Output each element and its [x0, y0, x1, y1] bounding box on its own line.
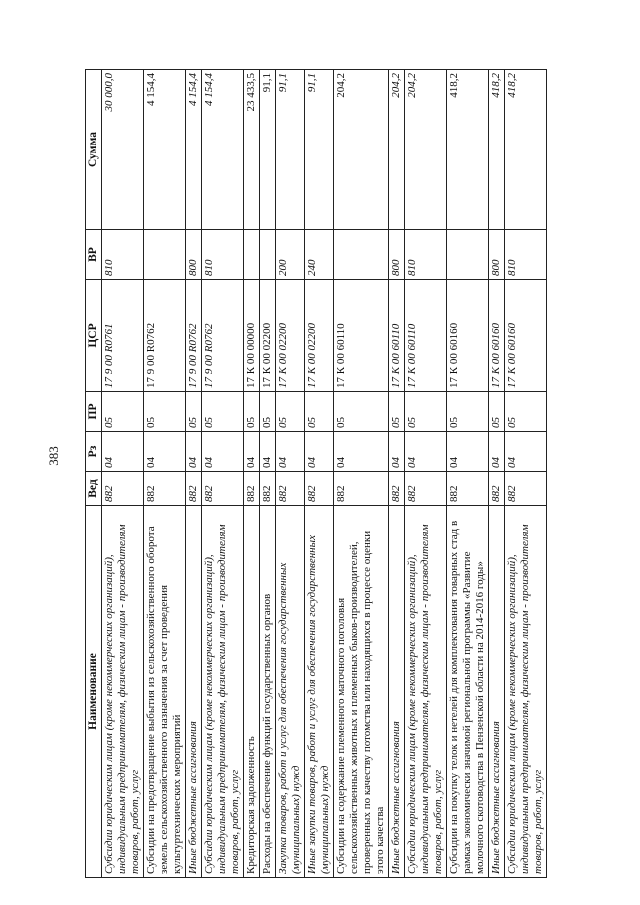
cell-name: Субсидии юридическим лицам (кроме некоммерческих организаций), индивидуальным предпринимателям, физическим лицам - производителям товаров, работ, услуг [405, 506, 447, 878]
budget-table [85, 69, 547, 878]
cell-sum: 23 433,5 [244, 70, 260, 230]
cell-vr: 200 [276, 230, 305, 280]
table-header-row [86, 70, 102, 878]
header-pr: ПР [86, 392, 102, 432]
cell-sum: 91,1 [260, 70, 276, 230]
cell-csr: 17 К 00 60160 [505, 280, 547, 392]
cell-ved: 882 [489, 472, 505, 506]
cell-ved: 882 [260, 472, 276, 506]
cell-csr: 17 К 00 60110 [405, 280, 447, 392]
cell-pr: 05 [102, 392, 144, 432]
cell-vr [244, 230, 260, 280]
cell-vr [334, 230, 389, 280]
cell-pr: 05 [144, 392, 186, 432]
cell-ved: 882 [186, 472, 202, 506]
rotated-table-wrapper [85, 70, 603, 878]
header-vr: ВР [86, 230, 102, 280]
cell-csr: 17 9 00 R0762 [186, 280, 202, 392]
cell-sum: 4 154,4 [144, 70, 186, 230]
table-row [447, 70, 489, 878]
cell-name: Закупка товаров, работ и услуг для обеспечения государственных (муниципальных) нужд [276, 506, 305, 878]
cell-sum: 4 154,4 [202, 70, 244, 230]
cell-rz: 04 [276, 432, 305, 472]
table-row [202, 70, 244, 878]
cell-pr: 05 [276, 392, 305, 432]
cell-rz: 04 [405, 432, 447, 472]
cell-name: Субсидии юридическим лицам (кроме некоммерческих организаций), индивидуальным предпринимателям, физическим лицам - производителям товаров, работ, услуг [102, 506, 144, 878]
table-row [102, 70, 144, 878]
cell-name: Иные бюджетные ассигнования [489, 506, 505, 878]
cell-name: Иные закупки товаров, работ и услуг для обеспечения государственных (муниципальных) нужд [305, 506, 334, 878]
cell-pr: 05 [447, 392, 489, 432]
header-sum: Сумма [86, 70, 102, 230]
cell-vr: 810 [405, 230, 447, 280]
cell-rz: 04 [505, 432, 547, 472]
cell-vr: 240 [305, 230, 334, 280]
cell-vr: 810 [505, 230, 547, 280]
cell-csr: 17 К 00 02200 [260, 280, 276, 392]
table-row [389, 70, 405, 878]
cell-name: Расходы на обеспечение функций государственных органов [260, 506, 276, 878]
cell-name: Кредиторская задолженность [244, 506, 260, 878]
cell-sum: 204,2 [405, 70, 447, 230]
cell-name: Субсидии юридическим лицам (кроме некоммерческих организаций), индивидуальным предпринимателям, физическим лицам - производителям товаров, работ, услуг [505, 506, 547, 878]
table-row [276, 70, 305, 878]
cell-csr: 17 К 00 60110 [389, 280, 405, 392]
cell-vr [260, 230, 276, 280]
cell-pr: 05 [389, 392, 405, 432]
cell-vr: 800 [186, 230, 202, 280]
cell-rz: 04 [305, 432, 334, 472]
header-ved: Вед [86, 472, 102, 506]
cell-pr: 05 [202, 392, 244, 432]
cell-rz: 04 [244, 432, 260, 472]
table-row [505, 70, 547, 878]
cell-rz: 04 [260, 432, 276, 472]
cell-rz: 04 [334, 432, 389, 472]
table-row [244, 70, 260, 878]
cell-csr: 17 К 00 02200 [276, 280, 305, 392]
cell-vr: 800 [489, 230, 505, 280]
cell-csr: 17 К 00 60110 [334, 280, 389, 392]
cell-sum: 91,1 [305, 70, 334, 230]
table-row [489, 70, 505, 878]
table-row [334, 70, 389, 878]
cell-ved: 882 [505, 472, 547, 506]
cell-vr [144, 230, 186, 280]
cell-ved: 882 [334, 472, 389, 506]
cell-rz: 04 [102, 432, 144, 472]
cell-csr: 17 К 00 00000 [244, 280, 260, 392]
table-row [405, 70, 447, 878]
cell-name: Иные бюджетные ассигнования [389, 506, 405, 878]
table-row [186, 70, 202, 878]
header-name: Наименование [86, 506, 102, 878]
cell-pr: 05 [334, 392, 389, 432]
cell-name: Субсидии на предотвращение выбытия из сельскохозяйственного оборота земель сельскохозяйственного назначения за счет проведения культуртехнических мероприятий [144, 506, 186, 878]
cell-csr: 17 9 00 R0761 [102, 280, 144, 392]
cell-rz: 04 [186, 432, 202, 472]
cell-ved: 882 [305, 472, 334, 506]
cell-ved: 882 [447, 472, 489, 506]
cell-vr: 810 [202, 230, 244, 280]
cell-csr: 17 К 00 02200 [305, 280, 334, 392]
cell-sum: 418,2 [489, 70, 505, 230]
header-rz: Рз [86, 432, 102, 472]
cell-pr: 05 [405, 392, 447, 432]
cell-sum: 30 000,0 [102, 70, 144, 230]
cell-csr: 17 К 00 60160 [447, 280, 489, 392]
table-row [260, 70, 276, 878]
cell-ved: 882 [405, 472, 447, 506]
cell-rz: 04 [489, 432, 505, 472]
cell-ved: 882 [389, 472, 405, 506]
cell-vr [447, 230, 489, 280]
cell-pr: 05 [305, 392, 334, 432]
cell-name: Субсидии на покупку телок и нетелей для комплектования товарных стад в рамках экономически значимой региональной программы «Развитие молочного скотоводства в Пензенской области на 2014-2016 годы» [447, 506, 489, 878]
cell-csr: 17 9 00 R0762 [144, 280, 186, 392]
cell-pr: 05 [489, 392, 505, 432]
cell-ved: 882 [244, 472, 260, 506]
cell-rz: 04 [202, 432, 244, 472]
cell-sum: 4 154,4 [186, 70, 202, 230]
cell-sum: 91,1 [276, 70, 305, 230]
cell-sum: 418,2 [447, 70, 489, 230]
cell-ved: 882 [144, 472, 186, 506]
cell-ved: 882 [276, 472, 305, 506]
header-csr: ЦСР [86, 280, 102, 392]
cell-rz: 04 [389, 432, 405, 472]
cell-vr: 800 [389, 230, 405, 280]
cell-vr: 810 [102, 230, 144, 280]
cell-name: Субсидии на содержание племенного маточного поголовья сельскохозяйственных животных и племенных быков-производителей, проверенных по качеству потомства или находящихся в процессе оценки этого качества [334, 506, 389, 878]
cell-name: Субсидии юридическим лицам (кроме некоммерческих организаций), индивидуальным предпринимателям, физическим лицам - производителям товаров, работ, услуг [202, 506, 244, 878]
cell-csr: 17 К 00 60160 [489, 280, 505, 392]
cell-ved: 882 [202, 472, 244, 506]
page-number: 383 [46, 446, 61, 466]
cell-csr: 17 9 00 R0762 [202, 280, 244, 392]
cell-rz: 04 [447, 432, 489, 472]
table-row [144, 70, 186, 878]
table-body [102, 70, 547, 878]
cell-sum: 204,2 [334, 70, 389, 230]
cell-sum: 418,2 [505, 70, 547, 230]
cell-pr: 05 [244, 392, 260, 432]
cell-name: Иные бюджетные ассигнования [186, 506, 202, 878]
cell-pr: 05 [186, 392, 202, 432]
cell-pr: 05 [505, 392, 547, 432]
cell-rz: 04 [144, 432, 186, 472]
cell-pr: 05 [260, 392, 276, 432]
table-row [305, 70, 334, 878]
cell-sum: 204,2 [389, 70, 405, 230]
cell-ved: 882 [102, 472, 144, 506]
